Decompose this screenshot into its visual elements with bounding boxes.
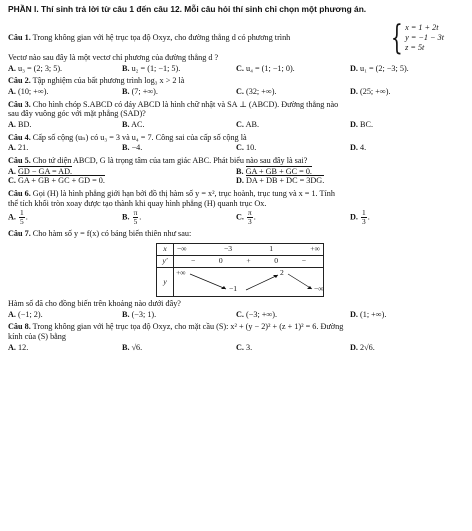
sign: 0 xyxy=(218,256,223,265)
question-text: Cho hình chóp S.ABCD có đáy ABCD là hình chữ nhật và SA ⊥ (ABCD). Đường thẳng nào xyxy=(32,99,339,109)
question-text-cont: thể tích khối tròn xoay được tạo thành khi quay hình phẳng (H) quanh trục Ox. xyxy=(8,198,267,208)
option-a[interactable]: A. (10; +∞). xyxy=(8,86,49,96)
arrow-down-1 xyxy=(190,274,226,289)
arrow-up xyxy=(246,275,278,290)
question-text: Gọi (H) là hình phẳng giới hạn bởi đồ thị hàm số y = x², trục hoành, trục tung và x = 1. Tính xyxy=(32,188,335,198)
question-4 xyxy=(8,133,464,153)
question-7 xyxy=(8,229,464,319)
options-row xyxy=(8,143,464,153)
sign: − xyxy=(301,256,306,265)
arrowhead xyxy=(273,275,278,278)
sign: − xyxy=(191,256,196,265)
equation-x: x = 1 + 2t xyxy=(405,22,439,32)
option-a[interactable]: A. GD − GA = AD. xyxy=(8,166,73,176)
option-a[interactable]: A. $\frac{1}{5}$ . xyxy=(8,208,28,227)
question-text: Tập nghiệm của bất phương trình log₃ x > 2 là xyxy=(32,76,185,86)
question-6 xyxy=(8,189,464,226)
y-value: +∞ xyxy=(176,267,186,277)
question-label: Câu 7. xyxy=(8,229,31,239)
option-b[interactable]: B. u₂ = (1; −1; 5). xyxy=(122,63,181,73)
options-row xyxy=(8,343,464,353)
option-c[interactable]: C. u₄ = (1; −1; 0). xyxy=(236,63,295,73)
option-d[interactable]: D. u₁ = (2; −3; 5). xyxy=(350,63,409,73)
option-d[interactable]: D. BC. xyxy=(350,119,373,129)
options-row xyxy=(8,87,464,97)
y-value: −∞ xyxy=(314,283,324,293)
question-3 xyxy=(8,100,464,130)
question-1 xyxy=(8,17,464,73)
x-value: −∞ xyxy=(177,244,187,253)
y-value: 2 xyxy=(280,267,284,277)
equation-z: z = 5t xyxy=(405,42,425,52)
y-label: y xyxy=(157,267,174,296)
question-text-cont: Vectơ nào sau đây là một vectơ chỉ phương của đường thẳng d ? xyxy=(8,52,219,62)
x-value: −3 xyxy=(223,244,233,253)
option-c[interactable]: C. (32; +∞). xyxy=(236,86,277,96)
sign: + xyxy=(246,256,251,265)
sign: 0 xyxy=(274,256,279,265)
option-b[interactable]: B. −4. xyxy=(122,143,143,153)
section-header: PHẦN I. Thí sinh trả lời từ câu 1 đến câu 12. Mỗi câu hỏi thí sinh chỉ chọn một phương án. xyxy=(8,4,367,14)
variation-arrows xyxy=(174,268,324,296)
option-b[interactable]: B. (7; +∞). xyxy=(122,86,158,96)
x-value: 1 xyxy=(269,244,274,253)
question-label: Câu 8. xyxy=(8,322,31,332)
option-a[interactable]: A. 21. xyxy=(8,143,29,153)
question-text-cont: sau đây vuông góc với mặt phẳng (SAD)? xyxy=(8,109,146,119)
option-c[interactable]: C. GA + GB + GC + GD = 0. xyxy=(8,176,105,186)
option-b[interactable]: B. √6. xyxy=(122,342,143,352)
options-row xyxy=(8,120,464,130)
option-c[interactable]: C. 3. xyxy=(236,342,253,352)
question-5 xyxy=(8,156,464,186)
options-row xyxy=(8,64,464,74)
option-b[interactable]: B. GA + GB + GC = 0. xyxy=(236,166,312,176)
option-a[interactable]: A. (−1; 2). xyxy=(8,309,43,319)
options-row xyxy=(8,209,464,226)
option-b[interactable]: B. $\frac{\pi}{5}$ . xyxy=(122,208,142,227)
options-row xyxy=(8,310,464,320)
question-text: Trong không gian với hệ trục tọa độ Oxyz, cho mặt cầu (S): x² + (y − 2)² + (z + 1)² = 6. Đường xyxy=(32,322,344,332)
yprime-label: y′ xyxy=(157,255,174,267)
option-c[interactable]: C. $\frac{\pi}{3}$ . xyxy=(236,208,256,227)
arrow-down-2 xyxy=(288,274,312,289)
brace-icon: { xyxy=(390,17,403,58)
x-value: +∞ xyxy=(310,244,320,253)
question-label: Câu 1. xyxy=(8,33,31,43)
option-a[interactable]: A. BD. xyxy=(8,119,32,129)
question-label: Câu 4. xyxy=(8,132,31,142)
option-c[interactable]: C. AB. xyxy=(236,119,259,129)
question-text: Trong không gian với hệ trục tọa độ Oxyz, cho đường thẳng d có phương trình xyxy=(32,33,291,43)
option-a[interactable]: A. 12. xyxy=(8,342,29,352)
question-label: Câu 6. xyxy=(8,188,31,198)
option-c[interactable]: C. 10. xyxy=(236,143,257,153)
options-grid xyxy=(8,167,464,186)
option-b[interactable]: B. (−3; 1). xyxy=(122,309,157,319)
question-label: Câu 2. xyxy=(8,76,31,86)
question-2 xyxy=(8,76,464,96)
option-d[interactable]: D. (25; +∞). xyxy=(350,86,391,96)
equation-y: y = −1 − 3t xyxy=(405,32,444,42)
option-d[interactable]: D. 4. xyxy=(350,143,367,153)
question-text: Cho tứ diện ABCD, G là trọng tâm của tam giác ABC. Phát biểu nào sau đây là sai? xyxy=(32,155,308,165)
option-a[interactable]: A. u₃ = (2; 3; 5). xyxy=(8,63,63,73)
option-d[interactable]: D. 2√6. xyxy=(350,342,375,352)
option-d[interactable]: D. DA + DB + DC = 3DG. xyxy=(236,176,325,186)
variation-table xyxy=(156,243,324,297)
x-label: x xyxy=(157,243,174,255)
question-label: Câu 3. xyxy=(8,99,31,109)
y-value: −1 xyxy=(229,283,238,293)
option-c[interactable]: C. (−3; +∞). xyxy=(236,309,278,319)
question-text-cont: Hàm số đã cho đồng biến trên khoảng nào dưới đây? xyxy=(8,298,181,308)
option-d[interactable]: D. $\frac{1}{3}$ . xyxy=(350,208,370,227)
question-label: Câu 5. xyxy=(8,155,31,165)
option-d[interactable]: D. (1; +∞). xyxy=(350,309,387,319)
question-8 xyxy=(8,322,464,352)
equation-system xyxy=(386,17,445,58)
question-text: Cấp số cộng (uₙ) có u₃ = 3 và u₄ = 7. Công sai của cấp số cộng là xyxy=(32,132,247,142)
option-b[interactable]: B. AC. xyxy=(122,119,145,129)
question-text: Cho hàm số y = f(x) có bảng biến thiên như sau: xyxy=(32,229,192,239)
question-text-cont: kính của (S) bằng xyxy=(8,332,66,341)
